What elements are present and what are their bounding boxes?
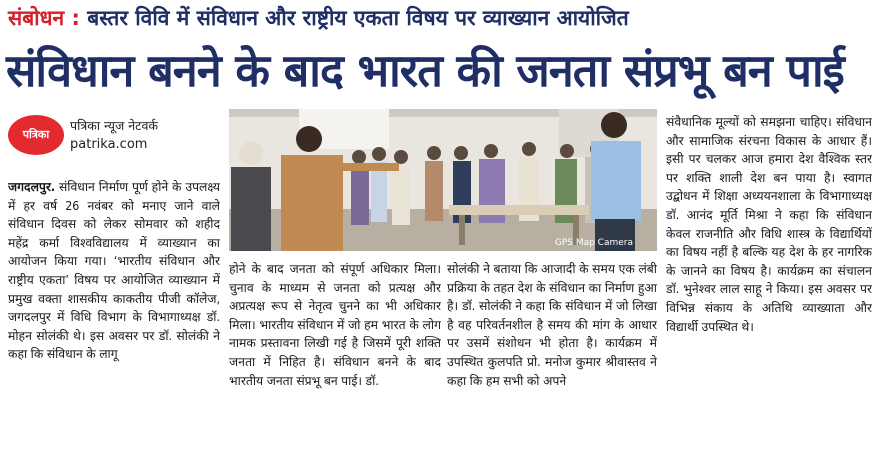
article-column-3 <box>447 260 657 460</box>
byline-site: patrika.com <box>70 137 148 152</box>
article-column-1 <box>8 178 220 460</box>
column-4-text: संवैधानिक मूल्यों को समझना चाहिए। संविधान और सामाजिक संरचना विकास के आधार हैं। इसी पर चलकर आज हमारा देश वैश्विक स्तर पर शक्ति शाली देश बन पाया है। स्वागत उद्बोधन में शिक्षा अध्ययनशाला के विभागाध्यक्ष डॉ. आनंद मूर्ति मिश्रा ने कहा कि संविधान केवल राजनीति और विधि शास्त्र के विद्यार्थियों का विषय नहीं है बल्कि यह देश के हर नागरिक के जानने का विषय है। कार्यक्रम का संचालन डॉ. भुनेश्वर लाल साहू ने किया। इस अवसर पर विभिन्न संकाय के अतिथि व्याख्याता और विद्यार्थी उपस्थित थे। <box>666 115 872 334</box>
patrika-logo: पत्रिका <box>8 115 64 155</box>
article-column-2 <box>229 260 441 460</box>
column-1-text: संविधान निर्माण पूर्ण होने के उपलक्ष्य में हर वर्ष 26 नवंबर को मनाए जाने वाले संविधान दिवस को लेकर सोमवार को शहीद महेंद्र कर्मा विश्वविद्यालय में व्याख्यान का आयोजन किया गया। ‘भारतीय संविधान और राष्ट्रीय एकता’ विषय पर आयोजित व्याख्यान में प्रमुख वक्ता शासकीय काकतीय पीजी कॉलेज, जगदलपुर में विधि विभाग के विभागाध्यक्ष डॉ. मोहन सोलंकी थे। इस अवसर पर डॉ. सोलंकी ने कहा कि संविधान के लागू <box>8 180 220 362</box>
column-3-text: सोलंकी ने बताया कि आजादी के समय एक लंबी प्रक्रिया के तहत देश के संविधान का निर्माण हुआ है। डॉ. सोलंकी ने कहा कि संविधान में जो लिखा है वह परिवर्तनशील है समय की मांग के आधार पर उसमें संशोधन भी होता है। कार्यक्रम में उपस्थित कुलपति प्रो. मनोज कुमार श्रीवास्तव ने कहा कि हम सभी को अपने <box>447 262 657 388</box>
kicker-tag: संबोधन : <box>8 6 80 30</box>
column-2-text: होने के बाद जनता को संपूर्ण अधिकार मिला। चुनाव के माध्यम से जनता को प्रत्यक्ष और अप्रत्यक्ष रूप से नेतृत्व चुनने का भी अधिकार मिला। भारतीय संविधान में जो हम भारत के लोग नामक प्रस्तावना लिखी गई है जिसमें पूरी शक्ति जनता में निहित है। संविधान बनने के बाद भारतीय जनता संप्रभू बन पाई। डॉ. <box>229 262 441 388</box>
dateline: जगदलपुर. <box>8 180 56 194</box>
photo-illustration <box>229 109 657 251</box>
byline-agency: पत्रिका न्यूज नेटवर्क <box>70 118 159 133</box>
article-column-4 <box>666 113 872 460</box>
headline: संविधान बनने के बाद भारत की जनता संप्रभू बन पाई <box>6 44 844 97</box>
photo-watermark: GPS Map Camera <box>554 238 633 248</box>
kicker-line <box>8 2 868 34</box>
event-photo <box>229 109 657 251</box>
kicker-subheading: बस्तर विवि में संविधान और राष्ट्रीय एकता विषय पर व्याख्यान आयोजित <box>79 6 629 30</box>
byline <box>8 113 222 163</box>
